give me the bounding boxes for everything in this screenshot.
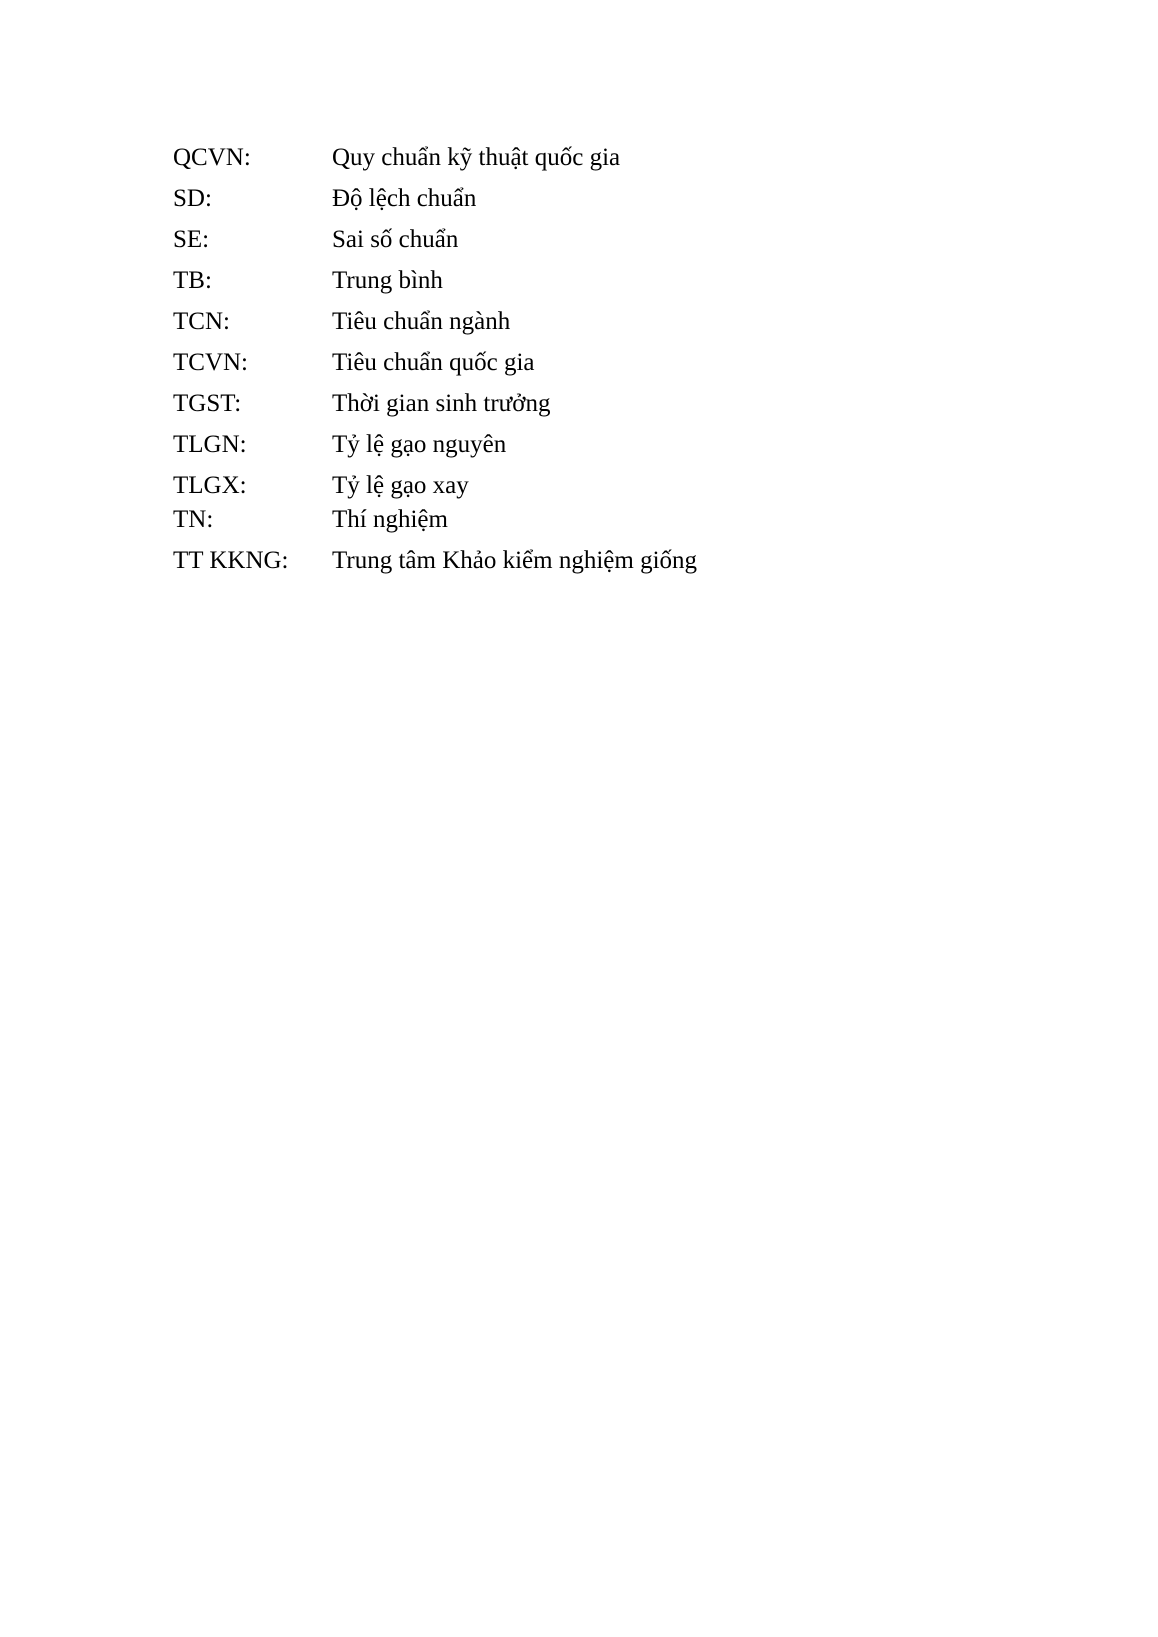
abbreviation-term: TCVN: bbox=[173, 349, 248, 376]
abbreviation-term: TLGX: bbox=[173, 472, 247, 499]
abbreviation-term: TB: bbox=[173, 267, 212, 294]
abbreviation-definition: Tiêu chuẩn quốc gia bbox=[332, 349, 535, 376]
abbreviation-definition: Trung tâm Khảo kiểm nghiệm giống bbox=[332, 547, 698, 574]
abbreviation-definition: Trung bình bbox=[332, 267, 443, 294]
abbreviation-definition: Tỷ lệ gạo xay bbox=[332, 472, 469, 499]
abbreviation-definition: Sai số chuẩn bbox=[332, 226, 459, 253]
abbreviation-definition: Tỷ lệ gạo nguyên bbox=[332, 431, 507, 458]
abbreviation-definition: Độ lệch chuẩn bbox=[332, 185, 477, 212]
abbreviation-definition: Thí nghiệm bbox=[332, 506, 448, 533]
abbreviation-definition: Thời gian sinh trưởng bbox=[332, 390, 551, 417]
abbreviation-term: QCVN: bbox=[173, 144, 251, 171]
abbreviation-term: SE: bbox=[173, 226, 210, 253]
abbreviation-term: SD: bbox=[173, 185, 212, 212]
abbreviation-term: TLGN: bbox=[173, 431, 247, 458]
abbreviation-term: TGST: bbox=[173, 390, 242, 417]
abbreviation-definition: Quy chuẩn kỹ thuật quốc gia bbox=[332, 144, 621, 171]
abbreviation-term: TN: bbox=[173, 506, 214, 533]
abbreviation-definition: Tiêu chuẩn ngành bbox=[332, 308, 511, 335]
abbreviation-term: TT KKNG: bbox=[173, 547, 289, 574]
abbreviation-term: TCN: bbox=[173, 308, 230, 335]
